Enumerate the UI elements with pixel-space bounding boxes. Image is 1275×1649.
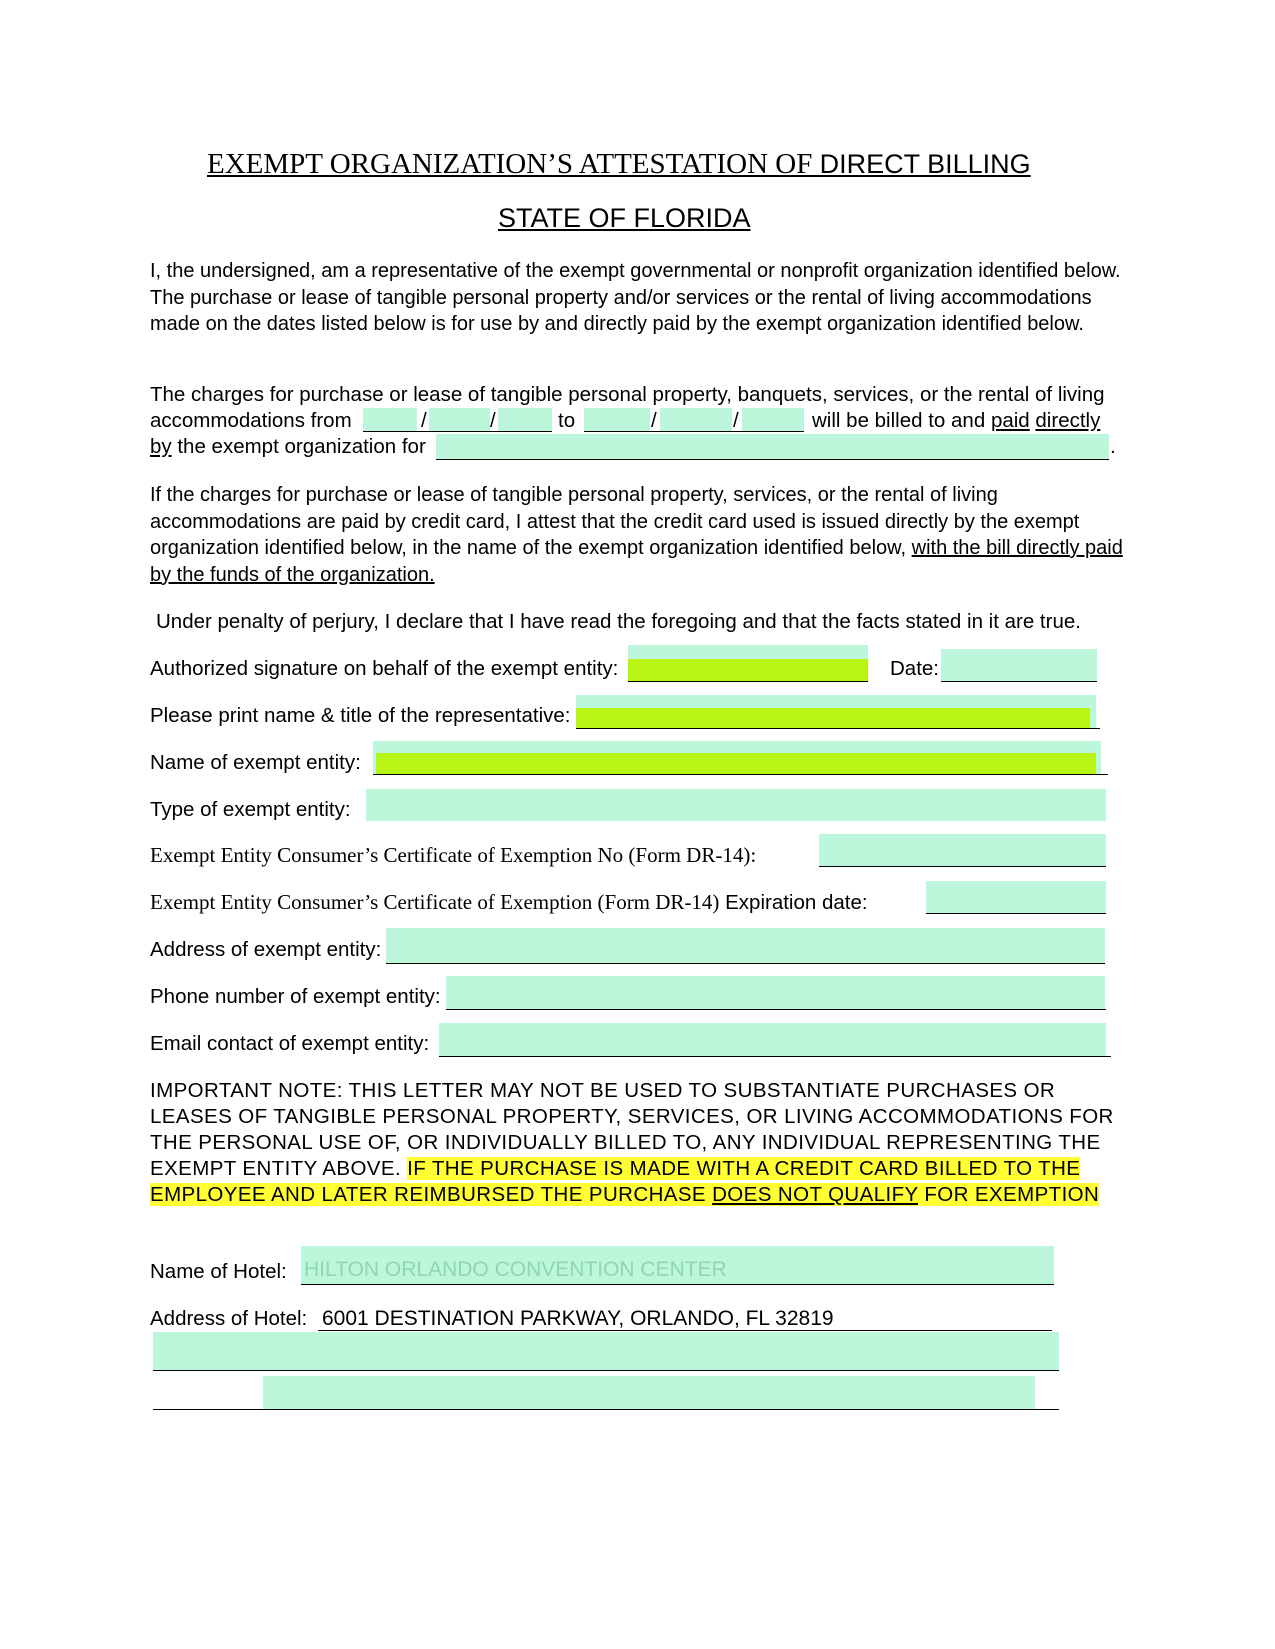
signature-label: Authorized signature on behalf of the exempt entity: <box>150 657 619 680</box>
note-highlight-end: FOR EXEMPTION <box>918 1183 1100 1206</box>
to-day-field[interactable] <box>660 408 732 432</box>
form-title-part1: EXEMPT ORGANIZATION’S ATTESTATION OF <box>207 148 820 180</box>
date-slash: / <box>733 409 739 432</box>
entity-name-field[interactable] <box>376 753 1096 774</box>
charges-to-label: to <box>558 409 576 432</box>
cert-exp-label: Exempt Entity Consumer’s Certificate of Exemption (Form DR-14) Expiration date: <box>150 890 868 914</box>
hotel-name-field[interactable] <box>301 1246 1054 1284</box>
phone-field[interactable] <box>446 976 1105 1009</box>
signature-field[interactable] <box>628 659 868 681</box>
entity-type-label: Type of exempt entity: <box>150 798 351 821</box>
print-name-field[interactable] <box>576 708 1090 728</box>
hotel-address-underline <box>318 1330 1052 1331</box>
date-label: Date: <box>890 657 939 680</box>
charges-from-label: accommodations from <box>150 409 352 432</box>
credit-card-text: If the charges for purchase or lease of tangible personal property, services, or the rental of living accommodations are paid by credit card, I attest that the credit card used is issued directly by the exempt organization identified below, in the name of the exempt organization identified below, with the bill directly paid by the funds of the organization. <box>150 484 1123 586</box>
period: . <box>1110 435 1116 458</box>
entity-name-label: Name of exempt entity: <box>150 751 361 774</box>
date-underline <box>941 681 1097 682</box>
hotel-address-line3-field[interactable] <box>263 1376 1035 1410</box>
hotel-address-line2-field[interactable] <box>153 1332 1059 1371</box>
signature-underline <box>628 681 868 682</box>
print-name-underline <box>576 728 1100 729</box>
form-title-part2: DIRECT BILLING <box>819 149 1031 179</box>
cert-no-underline <box>819 866 1106 867</box>
cert-no-label: Exempt Entity Consumer’s Certificate of Exemption No (Form DR-14): <box>150 843 757 867</box>
from-year-field[interactable] <box>498 408 552 432</box>
email-field[interactable] <box>439 1023 1106 1056</box>
address-field[interactable] <box>386 928 1105 964</box>
intro-text: I, the undersigned, am a representative of the exempt governmental or nonprofit organization identified below. The purchase or lease of tangible personal property and/or services or the rental of living accommodations made on the dates listed below is for use by and directly paid by the exempt organization identified below. <box>150 260 1121 335</box>
charges-line1: The charges for purchase or lease of tangible personal property, banquets, services, or the rental of living <box>150 383 1105 406</box>
hotel-address-value: 6001 DESTINATION PARKWAY, ORLANDO, FL 32819 <box>322 1307 834 1330</box>
date-field[interactable] <box>941 649 1097 681</box>
from-date-underline <box>363 431 552 432</box>
hotel-name-label: Name of Hotel: <box>150 1260 287 1283</box>
perjury-statement: Under penalty of perjury, I declare that I have read the foregoing and that the facts stated in it are true. <box>156 610 1081 633</box>
email-label: Email contact of exempt entity: <box>150 1032 430 1055</box>
intro-paragraph <box>150 258 1130 338</box>
address-label: Address of exempt entity: <box>150 938 382 961</box>
to-month-field[interactable] <box>584 408 650 432</box>
print-name-label: Please print name & title of the representative: <box>150 704 571 727</box>
date-slash: / <box>490 409 496 432</box>
form-subtitle: STATE OF FLORIDA <box>498 203 751 233</box>
address-underline <box>386 963 1105 964</box>
to-year-field[interactable] <box>742 408 804 432</box>
charges-billed-text: will be billed to and paid directly <box>812 409 1101 432</box>
phone-underline <box>446 1009 1106 1010</box>
date-slash: / <box>651 409 657 432</box>
hotel-name-underline <box>301 1284 1054 1285</box>
organization-for-underline <box>436 459 1109 460</box>
from-day-field[interactable] <box>429 408 490 432</box>
organization-for-field[interactable] <box>436 434 1109 460</box>
entity-name-underline <box>373 774 1108 775</box>
email-underline <box>439 1056 1111 1057</box>
to-date-underline <box>584 431 804 432</box>
cert-exp-field[interactable] <box>926 881 1106 913</box>
note-highlight-underlined: DOES NOT QUALIFY <box>712 1183 919 1206</box>
from-month-field[interactable] <box>363 408 417 432</box>
phone-label: Phone number of exempt entity: <box>150 985 441 1008</box>
hotel-address-label: Address of Hotel: <box>150 1307 308 1330</box>
form-title <box>207 148 1031 181</box>
entity-type-field[interactable] <box>366 789 1106 821</box>
charges-for-text: by the exempt organization for <box>150 435 426 458</box>
hotel-address-line2-underline <box>153 1370 1059 1371</box>
hotel-address-line3-underline <box>153 1409 1059 1410</box>
credit-card-paragraph <box>150 482 1130 588</box>
cert-exp-underline <box>926 913 1106 914</box>
important-note: IMPORTANT NOTE: THIS LETTER MAY NOT BE USED TO SUBSTANTIATE PURCHASES OR LEASES OF TANGIBLE PERSONAL PROPERTY, SERVICES, OR LIVING ACCOMMODATIONS FOR THE PERSONAL USE OF, OR INDIVIDUALLY BILLED TO, ANY INDIVIDUAL REPRESENTING THE EXEMPT ENTITY ABOVE. IF THE PURCHASE IS MADE WITH A CREDIT CARD BILLED TO THE EMPLOYEE AND LATER REIMBURSED THE PURCHASE DOES NOT QUALIFY FOR EXEMPTION <box>150 1079 1114 1206</box>
date-slash: / <box>421 409 427 432</box>
note-highlight: IF THE PURCHASE IS MADE WITH A CREDIT CARD BILLED TO THE EMPLOYEE AND LATER REIMBURSED THE PURCHASE <box>150 1157 1081 1206</box>
cert-no-field[interactable] <box>819 834 1106 866</box>
